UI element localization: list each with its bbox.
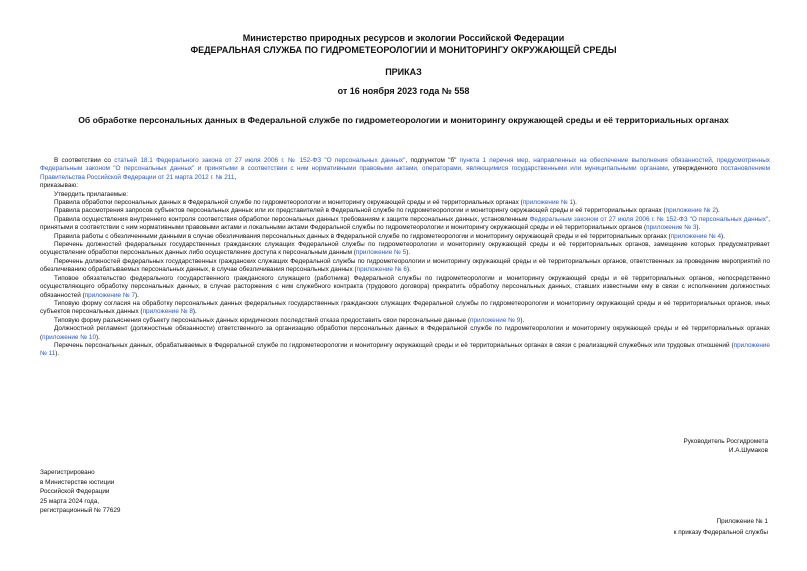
item-text: Перечень должностей федеральных государственных гражданских служащих Федеральной службы по гидрометеорологии и мониторингу окружающей среды и её территориальных органов, замещение которых предусматривает осуществление обработки персональных данных либо осуществление доступа к персональным данным ( [40,241,770,257]
preamble-text: , подпунктом "б" [405,157,460,164]
annex-link[interactable]: приложение № 5 [355,249,407,257]
doc-body [40,157,770,359]
item-text: Правила рассмотрения запросов субъектов персональных данных или их представителей в Федеральной службе по гидрометеорологии и мониторингу окружающей среды и её территориальных органах ( [54,207,666,215]
item-text: Типовую форму согласия на обработку персональных данных федеральных государственных гражданских служащих Федеральной службы по гидрометеорологии и мониторингу окружающей среды и её территориальных органов, иных субъектов персональных данных ( [40,299,770,316]
item-tail: ). [96,333,100,341]
item-paragraph [40,342,770,359]
item-paragraph [40,275,770,300]
preamble-text: , утвержденного [667,165,721,173]
annex-link[interactable]: приложение № 8 [142,308,193,316]
measures-list-link[interactable]: пункта 1 перечня мер, направленных на обеспечение выполнения обязанностей, предусмотренных Федеральным законом "О персональных данных" и принятыми в соответствии с ним нормативными правовыми актами, операторами, являющимися государственными или муниципальными органами [40,157,770,173]
annex-link[interactable]: приложение № 9 [470,316,521,324]
law-link[interactable]: Федеральным законом от 27 июля 2006 г. № 152-ФЗ "О персональных данных" [529,215,769,223]
order-word: приказываю: [40,182,78,190]
annex-link[interactable]: приложение № 7 [84,291,136,299]
law-link[interactable]: статьей 18.1 Федерального закона от 27 июля 2006 г. № 152-ФЗ "О персональных данных" [114,157,406,164]
item-text: Типовую форму разъяснения субъекту персональных данных юридических последствий отказа предоставить свои персональные данные ( [54,316,471,324]
preamble-text: В соответствии со [54,157,115,164]
item-paragraph [40,233,770,241]
item-text: Типовое обязательство федерального государственного гражданского служащего (работника) Федеральной службы по гидрометеорологии и мониторингу окружающей среды и её территориальных органов, непосредственно осуществляющего обработку персональных данных, в случае расторжения с ним служебного контракта (трудового договора) прекратить обработку персональных данных, ставших известными ему в связи с исполнением должностных обязанностей ( [40,274,770,299]
item-text: Правила обработки персональных данных в Федеральной службе по гидрометеорологии и мониторингу окружающей среды и её территориальных органах ( [54,199,523,207]
annex-header [548,516,768,538]
item-tail: ). [715,207,720,215]
signature-block [568,437,768,455]
registration-line: 25 марта 2024 года, [40,497,100,505]
annex-link[interactable]: приложение № 6 [356,266,407,274]
item-text: Правила работы с обезличенными данными в случае обезличивания персональных данных в Федеральной службе по гидрометеорологии и мониторингу окружающей среды и её территориальных органах ( [54,232,671,240]
service-heading: ФЕДЕРАЛЬНАЯ СЛУЖБА ПО ГИДРОМЕТЕОРОЛОГИИ И МОНИТОРИНГУ ОКРУЖАЮЩЕЙ СРЕДЫ [190,45,617,55]
item-paragraph [40,258,770,275]
item-paragraph [40,216,770,233]
resolution-link[interactable]: постановлением Правительства Российской Федерации от 21 марта 2012 г. № 211 [40,165,770,181]
doc-title: Об обработке персональных данных в Федеральной службе по гидрометеорологии и мониторингу окружающей среды и её территориальных органах [78,115,729,125]
item-text: Должностной регламент (должностные обязанности) ответственного за организацию обработки персональных данных в Федеральной службе по гидрометеорологии и мониторингу окружающей среды и её территориальных органах ( [40,325,770,341]
item-paragraph [40,207,770,215]
item-paragraph [40,300,770,317]
annex-link[interactable]: приложение № 10 [42,333,97,341]
item-tail: ). [696,224,701,232]
item-text: Правила осуществления внутреннего контроля соответствия обработки персональных данных требованиям к защите персональных данных, установленным [54,215,530,223]
item-tail: ). [573,199,577,207]
item-tail: ). [135,291,139,299]
registration-line: Российской Федерации [40,488,110,495]
item-tail: ). [406,249,411,257]
annex-link[interactable]: приложение № 1 [522,199,574,207]
signature-position: Руководитель Росгидромета [683,438,768,445]
item-paragraph [40,325,770,342]
ministry-heading: Министерство природных ресурсов и экологии Российской Федерации [242,33,565,43]
registration-line: регистрационный № 77629 [40,507,121,514]
item-tail: ). [406,266,411,274]
item-text: , принятыми в соответствии с ним нормативными правовыми актами и локальными актами Федеральной службы по гидрометеорологии и мониторингу окружающей среды и её территориальных органов ( [40,215,770,232]
preamble-paragraph [40,157,770,182]
approve-line: Утвердить прилагаемые: [54,190,129,198]
registration-line: Зарегистрировано [40,469,95,476]
annex-link[interactable]: приложение № 2 [665,207,716,215]
item-text: Перечень персональных данных, обрабатываемых в Федеральной службе по гидрометеорологии и мониторингу окружающей среды и её территориальных органах в связи с реализацией служебных или трудовых отношений ( [54,341,734,349]
annex-label: Приложение № 1 [716,518,768,525]
registration-line: в Министерстве юстиции [40,478,115,486]
item-paragraph [40,241,770,258]
annex-ref: к приказу Федеральной службы [673,529,768,536]
item-paragraph [40,317,770,325]
item-text: Перечень должностей федеральных государственных гражданских служащих Федеральной службы по гидрометеорологии и мониторингу окружающей среды и её территориальных органов, ответственных за проведение мероприятий по обезличиванию обрабатываемых персональных данных, в случае обезличивания персональных данных ( [40,257,770,274]
item-tail: ). [192,308,197,316]
annex-link[interactable]: приложение № 11 [40,341,770,358]
item-tail: ). [55,350,60,358]
annex-link[interactable]: приложение № 3 [646,224,697,232]
registration-block [40,468,240,516]
item-tail: ). [520,316,525,324]
doc-type: ПРИКАЗ [385,67,422,77]
annex-link[interactable]: приложение № 4 [670,232,721,240]
signature-name: И.А.Шумаков [728,447,768,454]
item-tail: ). [721,232,725,240]
preamble-text: , [234,173,237,181]
doc-date-number: от 16 ноября 2023 года № 558 [337,86,470,96]
